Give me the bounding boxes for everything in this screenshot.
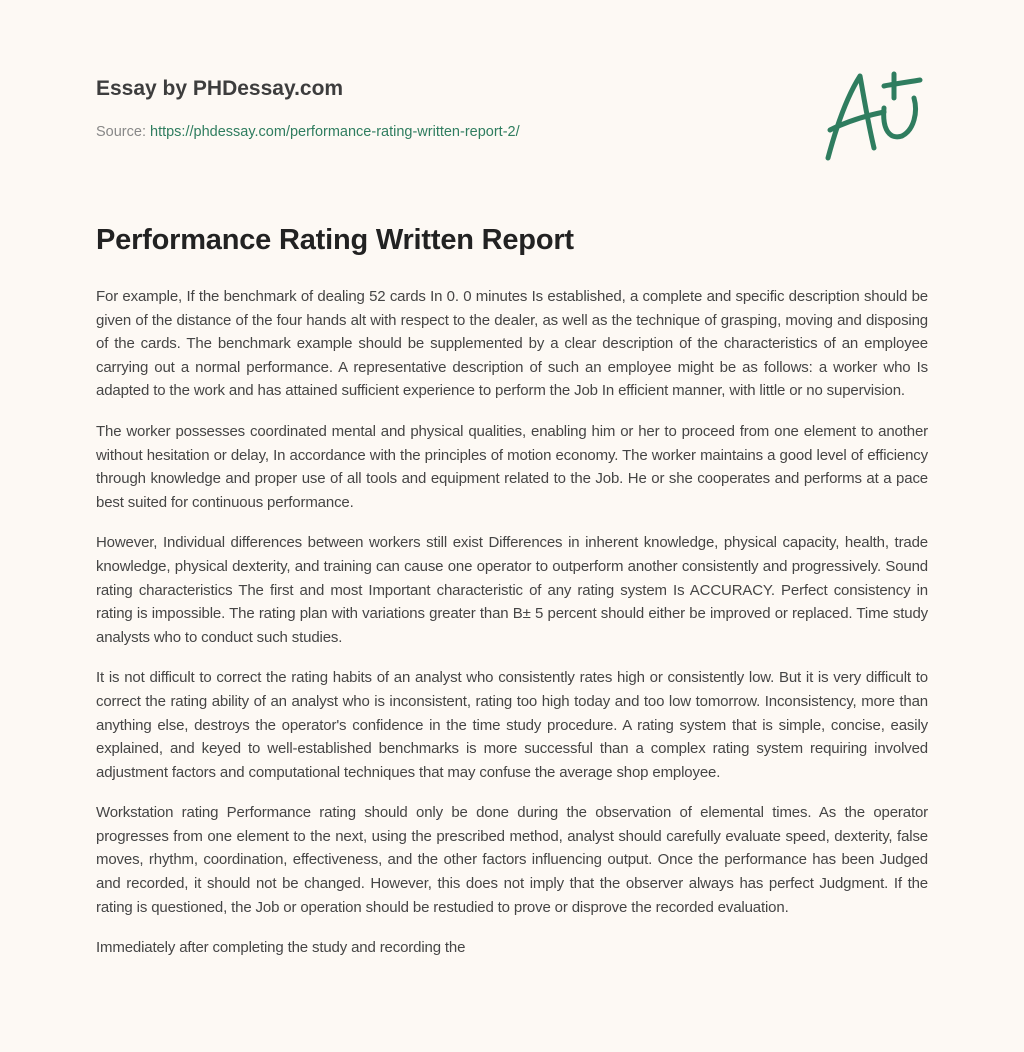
page-title: Performance Rating Written Report bbox=[96, 224, 574, 256]
a-plus-logo-icon bbox=[818, 68, 928, 164]
paragraph: For example, If the benchmark of dealing 52 cards In 0. 0 minutes Is established, a complete and specific description should be given of the distance of the four hands alt with respect to the dealer, as well as the technique of grasping, moving and disposing of the cards. The benchmark example should be supplemented by a clear description of the characteristics of an employee carrying out a normal performance. A representative description of such an employee might be as follows: a worker who Is adapted to the work and has attained sufficient experience to perform the Job In efficient manner, with little or no supervision. bbox=[96, 288, 928, 400]
source-label: Source: bbox=[96, 124, 150, 140]
paragraph: However, Individual differences between workers still exist Differences in inherent knowledge, physical capacity, health, trade knowledge, physical dexterity, and training can cause one operator to outperform another consistently and progressively. Sound rating characteristics The first and most Important characteristic of any rating system Is ACCURACY. Perfect consistency in rating is impossible. The rating plan with variations greater than B± 5 percent should either be improved or replaced. Time study analysts who to conduct such studies. bbox=[96, 534, 928, 646]
source-link[interactable]: https://phdessay.com/performance-rating-written-report-2/ bbox=[150, 124, 520, 140]
paragraph: Workstation rating Performance rating should only be done during the observation of elemental times. As the operator progresses from one element to the next, using the prescribed method, analyst should carefully evaluate speed, dexterity, false moves, rhythm, coordination, effectiveness, and the other factors influencing output. Once the performance has been Judged and recorded, it should not be changed. However, this does not imply that the observer always has perfect Judgment. If the rating is questioned, the Job or operation should be restudied to prove or disprove the recorded evaluation. bbox=[96, 804, 928, 916]
paragraph: Immediately after completing the study and recording the bbox=[96, 939, 466, 957]
paragraph: The worker possesses coordinated mental and physical qualities, enabling him or her to proceed from one element to another without hesitation or delay, In accordance with the principles of motion economy. The worker maintains a good level of efficiency through knowledge and proper use of all tools and equipment related to the Job. He or she cooperates and performs at a pace best suited for continuous performance. bbox=[96, 422, 928, 511]
source-line bbox=[96, 124, 520, 140]
article-body bbox=[96, 285, 928, 977]
site-brand: Essay by PHDessay.com bbox=[96, 77, 344, 100]
paragraph: It is not difficult to correct the rating habits of an analyst who consistently rates high or consistently low. But it is very difficult to correct the rating ability of an analyst who is inconsistent, rating too high today and too low tomorrow. Inconsistency, more than anything else, destroys the operator's confidence in the time study procedure. A rating system that is simple, concise, easily explained, and keyed to well-established benchmarks is more successful than a complex rating system requiring involved adjustment factors and computational techniques that may confuse the average shop employee. bbox=[96, 669, 928, 781]
